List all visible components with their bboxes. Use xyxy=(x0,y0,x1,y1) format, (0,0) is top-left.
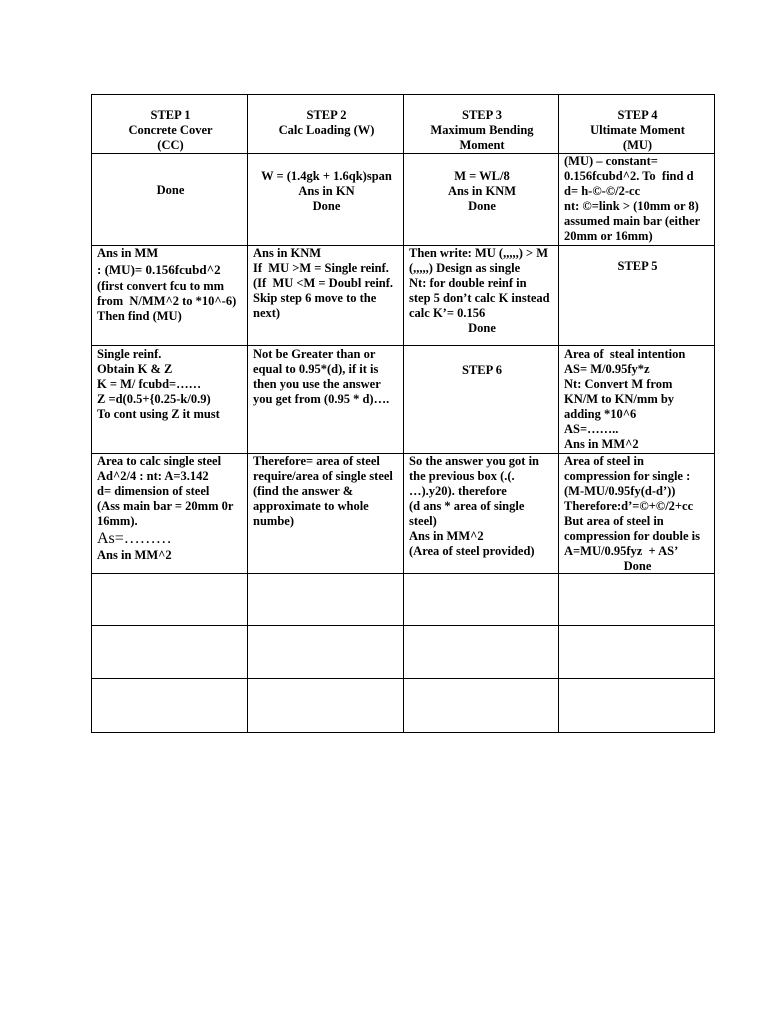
cell-text: nt: ©=link > (10mm or 8) xyxy=(564,199,699,213)
cell-text: Ans in MM xyxy=(97,246,159,260)
cell-text: (If MU <M = Doubl reinf. xyxy=(253,276,394,290)
cell-text: (M-MU/0.95fy(d-d’)) xyxy=(564,484,676,498)
cell-r3-c3 xyxy=(404,246,559,346)
cell-text: (Area of steel provided) xyxy=(409,544,535,558)
empty-cell xyxy=(559,626,715,679)
empty-cell xyxy=(559,679,715,733)
step-subtitle: Calc Loading (W) xyxy=(278,123,375,137)
cell-text: 16mm). xyxy=(97,514,138,528)
cell-text: KN/M to KN/mm by xyxy=(564,392,675,406)
step-title: STEP 4 xyxy=(617,108,658,122)
cell-r5-c3 xyxy=(404,454,559,574)
cell-text: the previous box (.(. xyxy=(409,469,515,483)
cell-text: (MU) – constant= xyxy=(564,154,658,168)
cell-text: (d ans * area of single xyxy=(409,499,525,513)
cell-r2-c3 xyxy=(404,154,559,246)
step-subtitle: Ultimate Moment xyxy=(590,123,685,137)
empty-cell xyxy=(404,626,559,679)
cell-text: Ad^2/4 : nt: A=3.142 xyxy=(97,469,209,483)
step-3-header-cell xyxy=(404,95,559,154)
cell-r2-c1 xyxy=(92,154,248,246)
cell-text: (,,,,,) Design as single xyxy=(409,261,521,275)
formula-text: : (MU)= 0.156fcubd^2 xyxy=(97,262,221,277)
cell-text: AS= M/0.95fy*z xyxy=(564,362,650,376)
cell-text: then you use the answer xyxy=(253,377,381,391)
cell-text: Area to calc single steel xyxy=(97,454,222,468)
cell-text: Ans in MM^2 xyxy=(97,548,172,562)
cell-text: Therefore:d’=©+©/2+cc xyxy=(564,499,694,513)
cell-r3-c1 xyxy=(92,246,248,346)
step-1-header-cell xyxy=(92,95,248,154)
done-label: Done xyxy=(312,199,341,213)
cell-r5-c4 xyxy=(559,454,715,574)
cell-text: (first convert fcu to mm xyxy=(97,279,225,293)
cell-r4-c1 xyxy=(92,346,248,454)
done-label: Done xyxy=(156,183,185,197)
cell-text: (find the answer & xyxy=(253,484,354,498)
cell-text: assumed main bar (either xyxy=(564,214,701,228)
cell-text: A=MU/0.95fyz + AS’ xyxy=(564,544,679,558)
cell-r5-c1 xyxy=(92,454,248,574)
cell-text: Single reinf. xyxy=(97,347,162,361)
cell-r2-c4 xyxy=(559,154,715,246)
cell-text: d= dimension of steel xyxy=(97,484,210,498)
steps-table xyxy=(91,94,715,733)
empty-cell xyxy=(92,574,248,626)
as-placeholder-text: As=……… xyxy=(97,530,172,547)
empty-cell xyxy=(404,574,559,626)
cell-text: Ans in MM^2 xyxy=(564,437,639,451)
cell-r4-c2 xyxy=(248,346,404,454)
step-subtitle: (CC) xyxy=(157,138,184,152)
cell-text: from N/MM^2 to *10^-6) xyxy=(97,294,237,308)
cell-text: (Ass main bar = 20mm 0r xyxy=(97,499,234,513)
cell-text: Nt: Convert M from xyxy=(564,377,673,391)
step-4-header-cell xyxy=(559,95,715,154)
cell-text: numbe) xyxy=(253,514,294,528)
cell-text: W = (1.4gk + 1.6qk)span xyxy=(261,169,392,183)
step-title: STEP 3 xyxy=(462,108,502,122)
cell-text: Then write: MU (,,,,,) > M xyxy=(409,246,549,260)
cell-text: Then find (MU) xyxy=(97,309,182,323)
cell-text: But area of steel in xyxy=(564,514,664,528)
cell-text: Area of steal intention xyxy=(564,347,686,361)
cell-r5-c2 xyxy=(248,454,404,574)
cell-text: next) xyxy=(253,306,281,320)
cell-text: you get from (0.95 * d)…. xyxy=(253,392,390,406)
cell-text: Skip step 6 move to the xyxy=(253,291,377,305)
cell-text: So the answer you got in xyxy=(409,454,539,468)
step-subtitle: Concrete Cover xyxy=(128,123,213,137)
cell-text: compression for single : xyxy=(564,469,691,483)
cell-text: Obtain K & Z xyxy=(97,362,173,376)
cell-text: To cont using Z it must xyxy=(97,407,220,421)
empty-cell xyxy=(248,626,404,679)
empty-cell xyxy=(248,574,404,626)
cell-text: Ans in KNM xyxy=(447,184,517,198)
cell-text: K = M/ fcubd=…… xyxy=(97,377,202,391)
step-2-header-cell xyxy=(248,95,404,154)
step-subtitle: Maximum Bending xyxy=(430,123,534,137)
empty-cell xyxy=(248,679,404,733)
done-label: Done xyxy=(623,559,652,573)
cell-text: Ans in MM^2 xyxy=(409,529,484,543)
cell-text: …).y20). therefore xyxy=(409,484,507,498)
cell-text: Nt: for double reinf in xyxy=(409,276,527,290)
cell-text: 0.156fcubd^2. To find d xyxy=(564,169,694,183)
cell-text: Not be Greater than or xyxy=(253,347,376,361)
step-title: STEP 6 xyxy=(462,363,502,377)
empty-cell xyxy=(92,679,248,733)
cell-text: require/area of single steel xyxy=(253,469,393,483)
cell-text: step 5 don’t calc K instead xyxy=(409,291,550,305)
cell-text: Ans in KN xyxy=(298,184,355,198)
empty-cell xyxy=(404,679,559,733)
empty-cell xyxy=(92,626,248,679)
step-title: STEP 5 xyxy=(617,259,658,273)
cell-text: steel) xyxy=(409,514,437,528)
cell-text: Therefore= area of steel xyxy=(253,454,380,468)
step-title: STEP 2 xyxy=(306,108,347,122)
cell-text: Area of steel in xyxy=(564,454,644,468)
cell-r4-c4 xyxy=(559,346,715,454)
cell-text: calc K’= 0.156 xyxy=(409,306,486,320)
cell-text: equal to 0.95*(d), if it is xyxy=(253,362,379,376)
cell-text: d= h-©-©/2-cc xyxy=(564,184,641,198)
cell-r2-c2 xyxy=(248,154,404,246)
cell-text: Ans in KNM xyxy=(253,246,322,260)
cell-text: If MU >M = Single reinf. xyxy=(253,261,389,275)
cell-text: compression for double is xyxy=(564,529,701,543)
step-subtitle: (MU) xyxy=(622,138,653,152)
step-title: STEP 1 xyxy=(150,108,191,122)
done-label: Done xyxy=(468,199,496,213)
cell-text: Z =d(0.5+{0.25-k/0.9) xyxy=(97,392,211,406)
cell-text: adding *10^6 xyxy=(564,407,637,421)
step-subtitle: Moment xyxy=(459,138,505,152)
cell-text: 20mm or 16mm) xyxy=(564,229,653,243)
empty-cell xyxy=(559,574,715,626)
step-6-header-cell xyxy=(404,346,559,454)
cell-text: M = WL/8 xyxy=(454,169,510,183)
cell-r3-c2 xyxy=(248,246,404,346)
cell-text: AS=…….. xyxy=(564,422,619,436)
done-label: Done xyxy=(468,321,496,335)
step-5-header-cell xyxy=(559,246,715,346)
cell-text: approximate to whole xyxy=(253,499,369,513)
